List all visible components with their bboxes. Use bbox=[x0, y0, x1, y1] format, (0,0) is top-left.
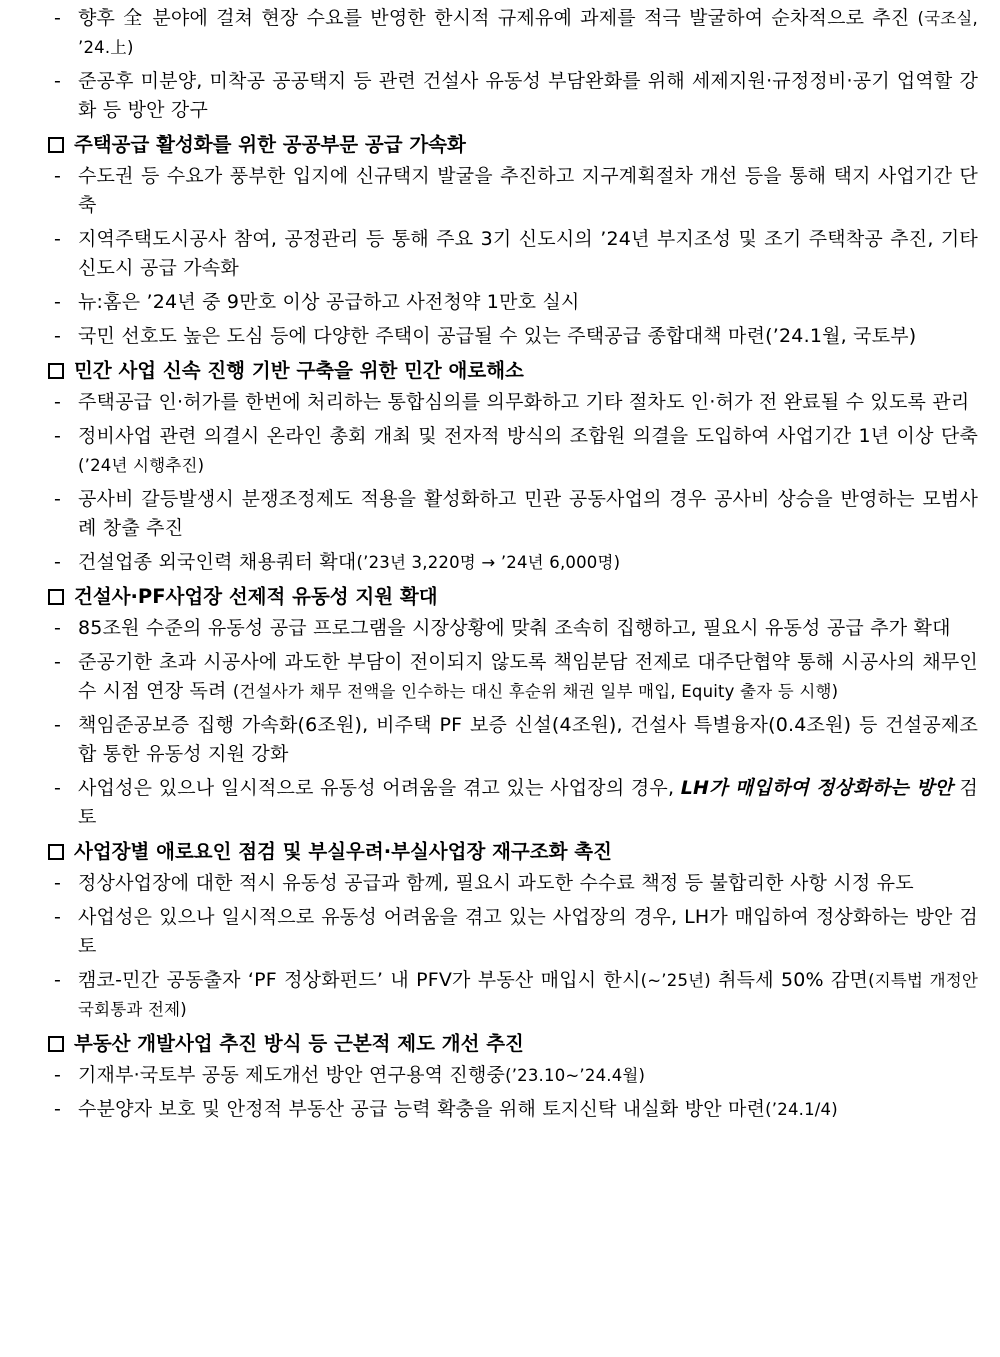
dash-bullet: - bbox=[54, 906, 62, 928]
list-item bbox=[46, 869, 978, 898]
bullet-note: (’24.1/4) bbox=[765, 1100, 838, 1119]
list-item bbox=[46, 711, 978, 769]
square-bullet-icon bbox=[48, 589, 64, 605]
section-heading bbox=[46, 130, 978, 160]
bullet-text: 캠코-민간 공동출자 ‘PF 정상화펀드’ 내 PFV가 부동산 매입시 한시 bbox=[78, 969, 641, 991]
section-heading-text: 주택공급 활성화를 위한 공공부문 공급 가속화 bbox=[74, 133, 466, 156]
square-bullet-icon bbox=[48, 137, 64, 153]
list-item bbox=[46, 903, 978, 961]
bullet-text: 기재부·국토부 공동 제도개선 방안 연구용역 진행중 bbox=[78, 1064, 506, 1086]
bullet-text: 정상사업장에 대한 적시 유동성 공급과 함께, 필요시 과도한 수수료 책정 등 불합리한 사항 시정 유도 bbox=[78, 872, 914, 894]
bullet-emphasis: LH가 매입하여 정상화하는 방안 bbox=[680, 777, 953, 799]
dash-bullet: - bbox=[54, 1064, 62, 1086]
bullet-note: (건설사가 채무 전액을 인수하는 대신 후순위 채권 일부 매입, Equity 출자 등 시행) bbox=[232, 682, 839, 701]
bullet-text: 85조원 수준의 유동성 공급 프로그램을 시장상황에 맞춰 조속히 집행하고, 필요시 유동성 공급 추가 확대 bbox=[78, 617, 951, 639]
dash-bullet: - bbox=[54, 70, 62, 92]
dash-bullet: - bbox=[54, 969, 62, 991]
list-item bbox=[46, 1061, 978, 1090]
square-bullet-icon bbox=[48, 1036, 64, 1052]
list-item bbox=[46, 614, 978, 643]
dash-bullet: - bbox=[54, 1098, 62, 1120]
section-heading-text: 건설사·PF사업장 선제적 유동성 지원 확대 bbox=[74, 585, 438, 608]
bullet-note: (~’25년) bbox=[640, 971, 711, 990]
dash-bullet: - bbox=[54, 325, 62, 347]
section-heading-text: 사업장별 애로요인 점검 및 부실우려·부실사업장 재구조화 촉진 bbox=[74, 840, 612, 863]
list-item bbox=[46, 422, 978, 480]
square-bullet-icon bbox=[48, 844, 64, 860]
list-item bbox=[46, 388, 978, 417]
bullet-note: (지특법 개정안 국회통과 전제) bbox=[78, 971, 978, 1019]
bullet-text: 공사비 갈등발생시 분쟁조정제도 적용을 활성화하고 민관 공동사업의 경우 공사비 상승을 반영하는 모범사례 창출 추진 bbox=[78, 488, 978, 539]
section-heading bbox=[46, 582, 978, 612]
list-item bbox=[46, 67, 978, 125]
dash-bullet: - bbox=[54, 872, 62, 894]
dash-bullet: - bbox=[54, 7, 62, 29]
dash-bullet: - bbox=[54, 651, 62, 673]
list-item bbox=[46, 225, 978, 283]
bullet-text: 지역주택도시공사 참여, 공정관리 등 통해 주요 3기 신도시의 ’24년 부지조성 및 조기 주택착공 추진, 기타 신도시 공급 가속화 bbox=[78, 228, 978, 279]
dash-bullet: - bbox=[54, 777, 62, 799]
section-heading-text: 부동산 개발사업 추진 방식 등 근본적 제도 개선 추진 bbox=[74, 1032, 524, 1055]
dash-bullet: - bbox=[54, 617, 62, 639]
dash-bullet: - bbox=[54, 391, 62, 413]
dash-bullet: - bbox=[54, 714, 62, 736]
bullet-text: 수도권 등 수요가 풍부한 입지에 신규택지 발굴을 추진하고 지구계획절차 개선 등을 통해 택지 사업기간 단축 bbox=[78, 165, 978, 216]
square-bullet-icon bbox=[48, 363, 64, 379]
bullet-text: 준공기한 초과 시공사에 과도한 부담이 전이되지 않도록 책임분담 전제로 대주단협약 통해 시공사의 채무인수 시점 연장 독려 bbox=[78, 651, 978, 702]
bullet-text: 주택공급 인·허가를 한번에 처리하는 통합심의를 의무화하고 기타 절차도 인·허가 전 완료될 수 있도록 관리 bbox=[78, 391, 970, 413]
bullet-text: 뉴:홈은 ’24년 중 9만호 이상 공급하고 사전청약 1만호 실시 bbox=[78, 291, 580, 313]
dash-bullet: - bbox=[54, 291, 62, 313]
list-item bbox=[46, 288, 978, 317]
list-item bbox=[46, 1095, 978, 1124]
bullet-note: (국조실, ’24.上) bbox=[78, 9, 978, 57]
dash-bullet: - bbox=[54, 165, 62, 187]
dash-bullet: - bbox=[54, 551, 62, 573]
bullet-tail: 취득세 50% 감면 bbox=[710, 969, 869, 991]
section-heading-text: 민간 사업 신속 진행 기반 구축을 위한 민간 애로해소 bbox=[74, 359, 524, 382]
bullet-text: 사업성은 있으나 일시적으로 유동성 어려움을 겪고 있는 사업장의 경우, LH가 매입하여 정상화하는 방안 검토 bbox=[78, 906, 978, 957]
list-item bbox=[46, 648, 978, 706]
list-item bbox=[46, 322, 978, 351]
bullet-text: 국민 선호도 높은 도심 등에 다양한 주택이 공급될 수 있는 주택공급 종합대책 마련(’24.1월, 국토부) bbox=[78, 325, 917, 347]
section-heading bbox=[46, 356, 978, 386]
list-item bbox=[46, 485, 978, 543]
bullet-note: (’23년 3,220명 → ’24년 6,000명) bbox=[356, 553, 621, 572]
bullet-text: 책임준공보증 집행 가속화(6조원), 비주택 PF 보증 신설(4조원), 건설사 특별융자(0.4조원) 등 건설공제조합 통한 유동성 지원 강화 bbox=[78, 714, 978, 765]
dash-bullet: - bbox=[54, 228, 62, 250]
bullet-text: 향후 全 분야에 걸쳐 현장 수요를 반영한 한시적 규제유예 과제를 적극 발굴하여 순차적으로 추진 bbox=[78, 7, 918, 29]
list-item bbox=[46, 774, 978, 832]
list-item bbox=[46, 548, 978, 577]
list-item bbox=[46, 966, 978, 1024]
dash-bullet: - bbox=[54, 425, 62, 447]
bullet-note: (’23.10~’24.4월) bbox=[505, 1066, 646, 1085]
section-heading bbox=[46, 837, 978, 867]
list-item bbox=[46, 4, 978, 62]
bullet-note: (’24년 시행추진) bbox=[78, 456, 205, 475]
bullet-text: 사업성은 있으나 일시적으로 유동성 어려움을 겪고 있는 사업장의 경우, bbox=[78, 777, 681, 799]
bullet-tail: 검토 bbox=[78, 777, 978, 828]
bullet-text: 수분양자 보호 및 안정적 부동산 공급 능력 확충을 위해 토지신탁 내실화 방안 마련 bbox=[78, 1098, 766, 1120]
bullet-text: 건설업종 외국인력 채용쿼터 확대 bbox=[78, 551, 357, 573]
section-heading bbox=[46, 1029, 978, 1059]
bullet-text: 준공후 미분양, 미착공 공공택지 등 관련 건설사 유동성 부담완화를 위해 세제지원·규정정비·공기 업역할 강화 등 방안 강구 bbox=[78, 70, 978, 121]
dash-bullet: - bbox=[54, 488, 62, 510]
bullet-text: 정비사업 관련 의결시 온라인 총회 개최 및 전자적 방식의 조합원 의결을 도입하여 사업기간 1년 이상 단축 bbox=[78, 425, 978, 447]
list-item bbox=[46, 162, 978, 220]
